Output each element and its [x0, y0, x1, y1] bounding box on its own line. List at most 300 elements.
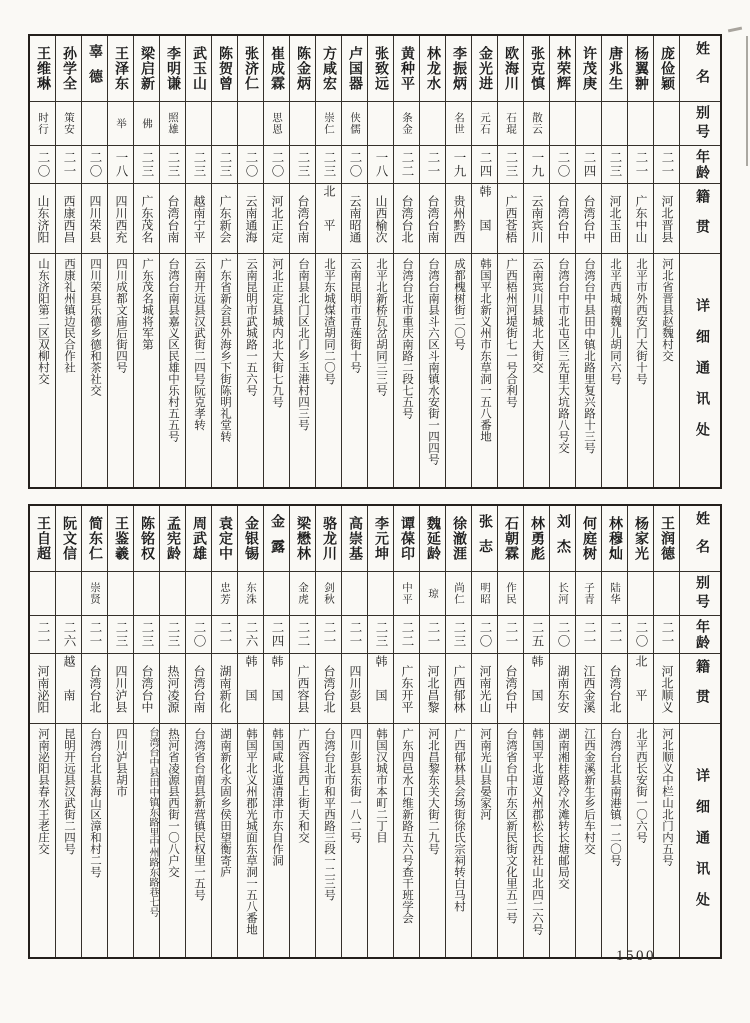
person-native: 台湾台中 — [134, 654, 159, 724]
person-age: 二二 — [394, 146, 419, 184]
person-column — [394, 506, 420, 957]
person-native: 河北顺义 — [654, 654, 679, 724]
header-column — [680, 36, 720, 487]
person-address: 河北省晋县赵魏村交 — [661, 258, 673, 362]
person-name: 陈金炳 — [290, 36, 315, 102]
person-alias: 举 — [108, 102, 133, 146]
person-address: 台湾台北县南港镇一二〇号 — [609, 728, 621, 866]
person-name: 梁懋林 — [290, 506, 315, 572]
person-native: 北平 — [628, 654, 653, 724]
person-column — [316, 506, 342, 957]
person-native: 热河凌源 — [160, 654, 185, 724]
person-age: 二六 — [238, 616, 263, 654]
person-address: 湖南湘桂路冷水滩转长塘邮局交 — [557, 728, 569, 889]
person-alias: 元石 — [472, 102, 497, 146]
person-native: 贵州黔西 — [446, 184, 471, 254]
person-alias — [628, 572, 653, 616]
person-address: 山东济阳第二区双柳村交 — [37, 258, 49, 385]
person-name: 孟宪龄 — [160, 506, 185, 572]
person-name: 卢国器 — [342, 36, 367, 102]
person-native: 越南 — [56, 654, 81, 724]
person-name: 黄种平 — [394, 36, 419, 102]
person-name: 陈贺曾 — [212, 36, 237, 102]
person-alias: 忠芳 — [212, 572, 237, 616]
person-name: 陈铭权 — [134, 506, 159, 572]
person-address: 西康礼州镇边民合作社 — [63, 258, 75, 373]
person-name: 孙学全 — [56, 36, 81, 102]
person-name: 石朝霖 — [498, 506, 523, 572]
header-age: 年龄 — [680, 616, 720, 654]
person-age: 二一 — [420, 146, 445, 184]
person-age: 一九 — [446, 146, 471, 184]
person-age: 二三 — [316, 146, 341, 184]
person-address: 北平市外西安门大街十号 — [635, 258, 647, 385]
person-age: 二〇 — [82, 146, 107, 184]
person-name: 王鉴羲 — [108, 506, 133, 572]
person-alias: 明昭 — [472, 572, 497, 616]
person-age: 二四 — [264, 616, 289, 654]
person-alias: 名世 — [446, 102, 471, 146]
person-name: 唐兆生 — [602, 36, 627, 102]
person-column — [420, 506, 446, 957]
person-name: 周武雄 — [186, 506, 211, 572]
person-name: 金光进 — [472, 36, 497, 102]
person-native: 河北晋县 — [654, 184, 679, 254]
person-age: 二四 — [576, 146, 601, 184]
person-native: 广西苍梧 — [498, 184, 523, 254]
header-address: 详细通讯处 — [694, 768, 709, 923]
person-column — [160, 36, 186, 487]
person-name: 张致远 — [368, 36, 393, 102]
person-native: 四川彭县 — [342, 654, 367, 724]
person-address: 台湾台北市重庆南路二段七五号 — [401, 258, 413, 419]
person-native: 韩国 — [368, 654, 393, 724]
person-native: 山西榆次 — [368, 184, 393, 254]
person-column — [108, 506, 134, 957]
person-name: 林龙水 — [420, 36, 445, 102]
person-column — [446, 506, 472, 957]
person-alias: 思恩 — [264, 102, 289, 146]
person-age: 二〇 — [264, 146, 289, 184]
person-column — [186, 36, 212, 487]
person-address: 北平东城煤渣胡同二〇号 — [323, 258, 335, 385]
scan-edge-artifact — [746, 36, 748, 166]
person-native: 河南泌阳 — [30, 654, 55, 724]
person-age: 二三 — [212, 146, 237, 184]
person-alias — [160, 572, 185, 616]
person-native: 四川西充 — [108, 184, 133, 254]
person-name: 林穆灿 — [602, 506, 627, 572]
person-alias: 崇贤 — [82, 572, 107, 616]
person-age: 一九 — [524, 146, 549, 184]
person-alias — [524, 572, 549, 616]
person-alias: 条金 — [394, 102, 419, 146]
person-age: 二一 — [498, 616, 523, 654]
person-native: 广西容县 — [290, 654, 315, 724]
person-column — [368, 506, 394, 957]
person-name: 魏延龄 — [420, 506, 445, 572]
person-address: 台湾台北县海山区漳和村二号 — [89, 728, 101, 878]
person-alias: 中平 — [394, 572, 419, 616]
person-age: 二三 — [160, 616, 185, 654]
person-alias: 石琨 — [498, 102, 523, 146]
person-address: 广西容县西上街天和交 — [297, 728, 309, 843]
person-age: 二三 — [108, 616, 133, 654]
person-address: 云南开远县汉武街二四号阮克孝转 — [193, 258, 205, 431]
person-alias: 时行 — [30, 102, 55, 146]
person-address: 台湾台中市北屯区三先里大坑路八号交 — [557, 258, 569, 454]
person-column — [524, 506, 550, 957]
person-age: 二一 — [576, 616, 601, 654]
person-name: 简东仁 — [82, 506, 107, 572]
person-name: 袁定中 — [212, 506, 237, 572]
person-column — [30, 36, 56, 487]
person-native: 云南昭通 — [342, 184, 367, 254]
person-age: 二二 — [290, 616, 315, 654]
person-name: 谭葆印 — [394, 506, 419, 572]
person-column — [238, 506, 264, 957]
person-alias — [420, 102, 445, 146]
person-name: 杨翼翀 — [628, 36, 653, 102]
person-column — [108, 36, 134, 487]
person-native: 台湾台北 — [316, 654, 341, 724]
person-alias: 金虎 — [290, 572, 315, 616]
person-name: 辜德 — [82, 36, 107, 102]
person-column — [654, 506, 680, 957]
person-address: 北平西长安街一〇六号 — [635, 728, 647, 843]
person-address: 四川成都文庙后街四号 — [115, 258, 127, 373]
person-alias — [368, 572, 393, 616]
person-native: 韩国 — [264, 654, 289, 724]
person-alias: 作民 — [498, 572, 523, 616]
header-alias: 别号 — [680, 102, 720, 146]
person-native: 广东茂名 — [134, 184, 159, 254]
person-column — [82, 36, 108, 487]
person-alias: 崇仁 — [316, 102, 341, 146]
person-native: 云南通海 — [238, 184, 263, 254]
person-native: 台湾台北 — [394, 184, 419, 254]
person-address: 四川泸县胡市 — [115, 728, 127, 797]
person-address: 北平北新桥瓦岔胡同三三号 — [375, 258, 387, 396]
person-address: 台湾台中县田中镇北路里复兴路十三号 — [583, 258, 595, 454]
person-address: 台湾台南县斗六区斗南镇水安街一四四号 — [427, 258, 439, 465]
person-native: 湖南东安 — [550, 654, 575, 724]
person-address: 广西梧州河堤街七一号合利号 — [505, 258, 517, 408]
person-age: 二〇 — [342, 146, 367, 184]
person-alias — [654, 572, 679, 616]
person-column — [498, 506, 524, 957]
person-native: 广东新会 — [212, 184, 237, 254]
person-age: 二一 — [342, 616, 367, 654]
person-column — [134, 36, 160, 487]
person-address: 江西金溪新生乡后车村交 — [583, 728, 595, 855]
directory-table-bottom — [28, 504, 722, 959]
person-address: 北平西城南魏儿胡同六号 — [609, 258, 621, 385]
header-native: 籍贯 — [680, 184, 720, 254]
person-alias — [186, 102, 211, 146]
person-column — [82, 506, 108, 957]
person-name: 张克慎 — [524, 36, 549, 102]
person-age: 一八 — [368, 146, 393, 184]
person-address: 广东茂名城将军第 — [141, 258, 153, 350]
person-native: 韩国 — [524, 654, 549, 724]
person-native: 广西郁林 — [446, 654, 471, 724]
person-native: 山东济阳 — [30, 184, 55, 254]
person-name: 李元坤 — [368, 506, 393, 572]
person-address: 四川彭县东街一八二号 — [349, 728, 361, 843]
person-age: 二一 — [420, 616, 445, 654]
person-age: 二三 — [446, 616, 471, 654]
person-alias — [238, 102, 263, 146]
person-address: 台南县北门区北门乡玉港村四三号 — [297, 258, 309, 431]
person-address: 云南昆明市青莲街十号 — [349, 258, 361, 373]
person-native: 广东开平 — [394, 654, 419, 724]
person-age: 二三 — [186, 146, 211, 184]
person-address: 台湾省台中市东区新民街文化里五二号 — [505, 728, 517, 924]
header-name: 姓名 — [680, 506, 720, 572]
person-alias — [368, 102, 393, 146]
person-native: 台湾台北 — [82, 654, 107, 724]
person-age: 二〇 — [238, 146, 263, 184]
person-column — [264, 36, 290, 487]
person-native: 四川荣县 — [82, 184, 107, 254]
person-alias — [264, 572, 289, 616]
page-number: 1500 — [616, 948, 656, 964]
person-name: 李明谦 — [160, 36, 185, 102]
person-name: 梁启新 — [134, 36, 159, 102]
person-alias: 长河 — [550, 572, 575, 616]
person-alias — [602, 102, 627, 146]
person-address: 韩国平北义州郡光城面东草洞一五八番地 — [245, 728, 257, 935]
person-alias: 侠儒 — [342, 102, 367, 146]
person-address: 广西郁林县会场街徐氏宗祠转白马村 — [453, 728, 465, 912]
person-address: 河南光山县晏家河 — [479, 728, 491, 820]
person-alias — [628, 102, 653, 146]
person-native: 台湾台北 — [602, 654, 627, 724]
person-native: 河北玉田 — [602, 184, 627, 254]
person-address: 云南宾川县城北大街交 — [531, 258, 543, 373]
person-age: 二三 — [602, 146, 627, 184]
person-column — [238, 36, 264, 487]
person-column — [550, 506, 576, 957]
person-name: 王自超 — [30, 506, 55, 572]
person-native: 台湾台中 — [576, 184, 601, 254]
person-age: 二一 — [654, 616, 679, 654]
person-column — [368, 36, 394, 487]
person-age: 二〇 — [30, 146, 55, 184]
person-address: 云南昆明市武城路一五六号 — [245, 258, 257, 396]
person-alias: 陆华 — [602, 572, 627, 616]
person-name: 王泽东 — [108, 36, 133, 102]
person-column — [498, 36, 524, 487]
person-column — [316, 36, 342, 487]
person-age: 二三 — [368, 616, 393, 654]
person-age: 二一 — [628, 146, 653, 184]
person-native: 台湾台中 — [498, 654, 523, 724]
person-age: 二一 — [82, 616, 107, 654]
person-age: 二三 — [498, 146, 523, 184]
person-age: 二三 — [290, 146, 315, 184]
person-name: 何庭树 — [576, 506, 601, 572]
person-address: 湖南新化永固乡侯田望衡寄庐 — [219, 728, 231, 878]
person-column — [264, 506, 290, 957]
person-age: 二一 — [316, 616, 341, 654]
person-column — [576, 36, 602, 487]
person-name: 徐澈涯 — [446, 506, 471, 572]
person-alias — [108, 572, 133, 616]
person-address: 韩国平北新义州市东草洞一五八番地 — [479, 258, 491, 442]
person-column — [342, 36, 368, 487]
person-native: 西康西昌 — [56, 184, 81, 254]
person-age: 二六 — [56, 616, 81, 654]
person-alias — [30, 572, 55, 616]
person-age: 二一 — [30, 616, 55, 654]
person-column — [290, 36, 316, 487]
person-native: 韩国 — [238, 654, 263, 724]
person-name: 李振炳 — [446, 36, 471, 102]
person-native: 四川泸县 — [108, 654, 133, 724]
person-column — [602, 506, 628, 957]
person-name: 许茂庚 — [576, 36, 601, 102]
person-age: 二一 — [212, 616, 237, 654]
person-column — [420, 36, 446, 487]
person-name: 刘杰 — [550, 506, 575, 572]
person-column — [472, 36, 498, 487]
person-age: 二〇 — [186, 616, 211, 654]
person-column — [628, 506, 654, 957]
person-column — [30, 506, 56, 957]
header-name: 姓名 — [680, 36, 720, 102]
person-age: 二一 — [602, 616, 627, 654]
person-native: 广东中山 — [628, 184, 653, 254]
person-column — [56, 36, 82, 487]
person-age: 二二 — [394, 616, 419, 654]
person-alias: 琼 — [420, 572, 445, 616]
person-age: 二〇 — [472, 616, 497, 654]
person-column — [212, 36, 238, 487]
person-address: 韩国平北道义州郡松长西社山北四二六号 — [531, 728, 543, 935]
header-alias: 别号 — [680, 572, 720, 616]
person-column — [186, 506, 212, 957]
person-age: 一八 — [108, 146, 133, 184]
person-column — [56, 506, 82, 957]
person-name: 林荣辉 — [550, 36, 575, 102]
person-native: 河南光山 — [472, 654, 497, 724]
person-address: 韩国咸北道清津市东自作洞 — [271, 728, 283, 866]
person-native: 越南宁平 — [186, 184, 211, 254]
person-column — [576, 506, 602, 957]
person-address: 韩国汉城市本町二丁目 — [375, 728, 387, 843]
person-address: 河北正定县城内北大街七九号 — [271, 258, 283, 408]
person-column — [602, 36, 628, 487]
person-address: 河北顺义中栏山北门内五号 — [661, 728, 673, 866]
person-native: 台湾台南 — [420, 184, 445, 254]
person-alias — [134, 572, 159, 616]
person-column — [342, 506, 368, 957]
person-address: 热河省凌源县西街一〇八户交 — [167, 728, 179, 878]
person-name: 方咸宏 — [316, 36, 341, 102]
person-address: 台湾台中县田中镇东路里中州路东路巷七号 — [147, 727, 158, 917]
person-address: 广东四邑水口维新路五六号查干班学会 — [401, 728, 413, 924]
person-column — [394, 36, 420, 487]
person-alias: 照雄 — [160, 102, 185, 146]
person-native: 台湾台中 — [550, 184, 575, 254]
person-alias — [186, 572, 211, 616]
person-native: 河北昌黎 — [420, 654, 445, 724]
person-name: 欧海川 — [498, 36, 523, 102]
person-address: 广东省新会县外海乡下街陈明礼堂转 — [219, 258, 231, 442]
person-alias — [550, 102, 575, 146]
person-native: 江西金溪 — [576, 654, 601, 724]
person-column — [524, 36, 550, 487]
person-alias — [576, 102, 601, 146]
header-age: 年龄 — [680, 146, 720, 184]
person-age: 二〇 — [628, 616, 653, 654]
person-name: 金露 — [264, 506, 289, 572]
person-name: 阮文信 — [56, 506, 81, 572]
person-name: 高崇基 — [342, 506, 367, 572]
person-age: 二五 — [524, 616, 549, 654]
person-column — [654, 36, 680, 487]
person-age: 二四 — [472, 146, 497, 184]
person-alias: 散云 — [524, 102, 549, 146]
directory-table-top — [28, 34, 722, 489]
person-native: 台湾台南 — [290, 184, 315, 254]
person-native: 韩国 — [472, 184, 497, 254]
person-address: 成都槐树街二〇号 — [453, 258, 465, 350]
person-column — [628, 36, 654, 487]
person-age: 二三 — [134, 616, 159, 654]
header-column — [680, 506, 720, 957]
person-column — [212, 506, 238, 957]
person-age: 二一 — [56, 146, 81, 184]
person-name: 杨家光 — [628, 506, 653, 572]
person-name: 王维琳 — [30, 36, 55, 102]
person-alias — [212, 102, 237, 146]
person-address: 河北昌黎东关大街二九号 — [427, 728, 439, 855]
person-address: 台湾省台南县新营镇民权里一五号 — [193, 728, 205, 901]
person-age: 二三 — [160, 146, 185, 184]
person-alias — [342, 572, 367, 616]
person-age: 二〇 — [550, 616, 575, 654]
person-alias — [82, 102, 107, 146]
person-name: 崔成霖 — [264, 36, 289, 102]
person-native: 北平 — [316, 184, 341, 254]
scan-corner-artifact — [728, 27, 742, 33]
header-address: 详细通讯处 — [694, 298, 709, 453]
person-address: 昆明开远县汉武街二四号 — [63, 728, 75, 855]
person-native: 河北正定 — [264, 184, 289, 254]
person-name: 金银锡 — [238, 506, 263, 572]
person-name: 张济仁 — [238, 36, 263, 102]
person-native: 云南宾川 — [524, 184, 549, 254]
person-alias — [56, 572, 81, 616]
person-column — [446, 36, 472, 487]
person-alias: 佛 — [134, 102, 159, 146]
person-age: 二一 — [654, 146, 679, 184]
person-alias: 尚仁 — [446, 572, 471, 616]
person-alias: 策安 — [56, 102, 81, 146]
person-alias — [290, 102, 315, 146]
person-alias: 剑秋 — [316, 572, 341, 616]
person-alias: 子青 — [576, 572, 601, 616]
person-column — [134, 506, 160, 957]
person-address: 台湾台南县嘉义区民雄中乐村五五号 — [167, 258, 179, 442]
person-native: 台湾台南 — [186, 654, 211, 724]
person-name: 庞俭颖 — [654, 36, 679, 102]
person-column — [290, 506, 316, 957]
person-name: 骆龙川 — [316, 506, 341, 572]
